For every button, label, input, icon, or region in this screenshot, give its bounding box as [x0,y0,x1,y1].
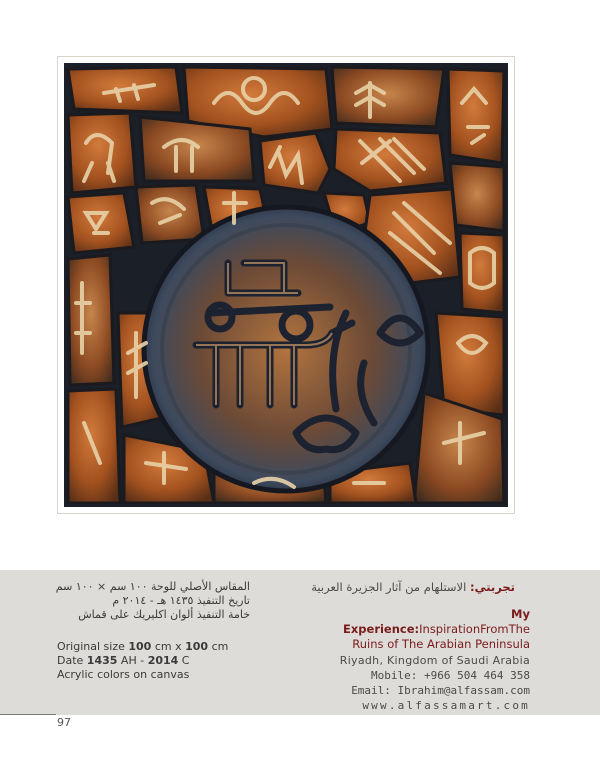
artwork-size-arabic: المقاس الأصلي للوحة ١٠٠ سم × ١٠٠ سم [55,580,250,593]
artwork-date-arabic: تاريخ التنفيذ ١٤٣٥ هـ - ٢٠١٤ م [112,594,250,607]
experience-arabic-lead: تجربتي: [469,580,515,594]
contact-mobile: Mobile: +966 504 464 358 [371,669,530,682]
artwork-painting [64,63,508,507]
caption-band [0,570,600,715]
contact-email[interactable]: Email: Ibrahim@alfassam.com [351,684,530,697]
artwork-date-english: Date 1435 AH - 2014 C [57,654,190,667]
contact-block [330,653,530,713]
experience-english-line1: InspirationFromThe [419,622,530,636]
artwork-details-english [57,640,287,682]
footer-rule [0,714,56,715]
contact-location: Riyadh, Kingdom of Saudi Arabia [339,654,530,667]
experience-english-line2: Ruins of The Arabian Peninsula [352,637,530,651]
artwork-frame [57,56,515,514]
contact-website[interactable]: www.alfassamart.com [362,699,530,712]
experience-arabic-text: الاستلهام من آثار الجزيرة العربية [311,580,470,594]
artwork-medium-english: Acrylic colors on canvas [57,668,190,681]
experience-english-lead: My Experience: [343,607,530,636]
artwork-details-arabic [50,580,250,622]
experience-arabic [305,580,515,594]
page-number: 97 [57,716,71,729]
experience-english [330,607,530,652]
artwork-size-english: Original size 100 cm x 100 cm [57,640,229,653]
painting-illustration [64,63,508,507]
artwork-medium-arabic: خامة التنفيذ ألوان اكليريك على قماش [78,608,250,621]
